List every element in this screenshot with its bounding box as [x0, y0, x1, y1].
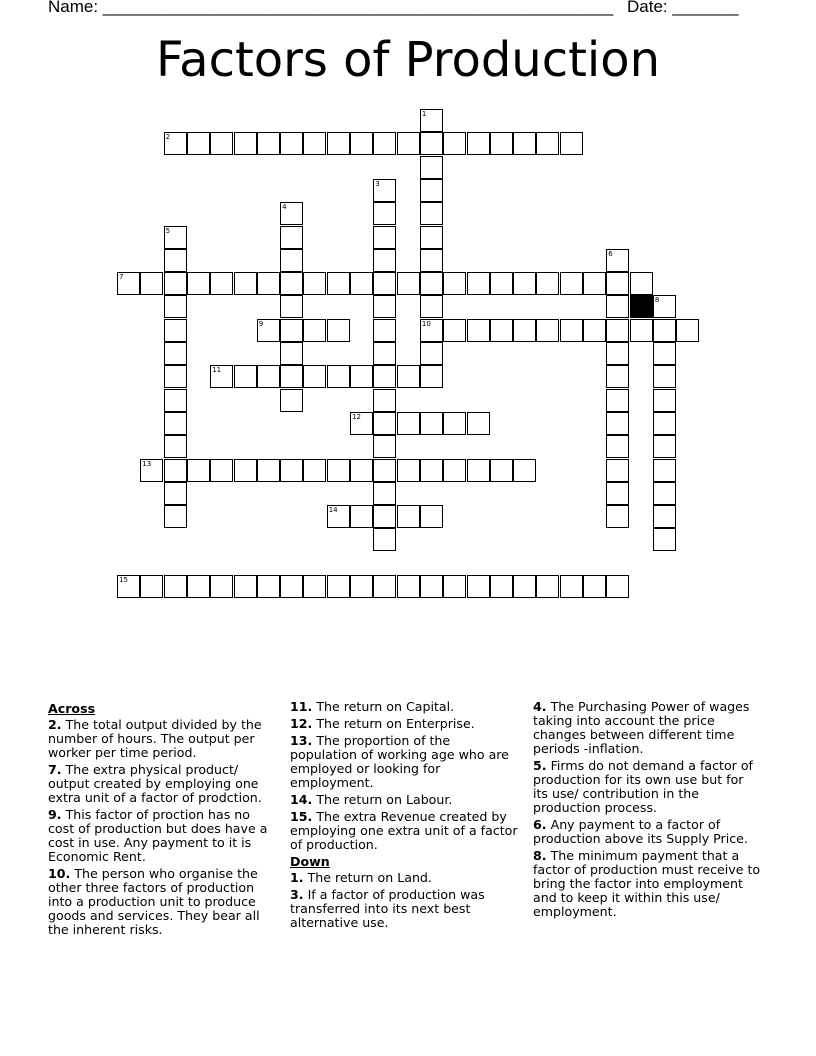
- grid-cell[interactable]: [210, 365, 233, 388]
- date-field-label: Date: _______: [627, 0, 739, 16]
- grid-cell[interactable]: [606, 319, 629, 342]
- grid-cell[interactable]: [630, 319, 653, 342]
- clue-text: The return on Enterprise.: [316, 716, 475, 731]
- grid-cell[interactable]: [373, 505, 396, 528]
- grid-cell[interactable]: [420, 295, 443, 318]
- clue-column-2: [290, 700, 518, 933]
- grid-cell[interactable]: [350, 365, 373, 388]
- clue-item: [290, 871, 518, 885]
- clue-item: [290, 888, 518, 930]
- clue-number-label: 2.: [48, 717, 62, 732]
- grid-cell[interactable]: [280, 365, 303, 388]
- grid-cell[interactable]: [420, 156, 443, 179]
- grid-cell[interactable]: [420, 342, 443, 365]
- grid-cell[interactable]: [280, 295, 303, 318]
- grid-cell[interactable]: [513, 459, 536, 482]
- clue-number-label: 3.: [290, 887, 304, 902]
- grid-cell[interactable]: [606, 575, 629, 598]
- grid-cell[interactable]: [397, 132, 420, 155]
- grid-cell[interactable]: [350, 272, 373, 295]
- grid-cell[interactable]: [606, 249, 629, 272]
- clue-number: 13: [142, 459, 152, 468]
- grid-cell[interactable]: [327, 272, 350, 295]
- grid-cell[interactable]: [420, 319, 443, 342]
- clue-number: 1: [421, 110, 427, 118]
- grid-cell[interactable]: [443, 272, 466, 295]
- grid-cell[interactable]: [117, 272, 140, 295]
- grid-cell[interactable]: [653, 482, 676, 505]
- grid-cell[interactable]: [490, 272, 513, 295]
- clue-number: 15: [119, 576, 128, 584]
- clue-number: 12: [352, 412, 361, 421]
- clue-column-3: [533, 700, 761, 922]
- clue-number-label: 5.: [533, 758, 547, 773]
- blocked-cell: [630, 295, 653, 318]
- across-heading: Across: [48, 701, 96, 716]
- grid-cell[interactable]: [140, 575, 163, 598]
- grid-cell[interactable]: [536, 132, 559, 155]
- grid-cell[interactable]: [420, 505, 443, 528]
- grid-cell[interactable]: [420, 412, 443, 435]
- grid-cell[interactable]: [653, 365, 676, 388]
- grid-cell[interactable]: [257, 319, 280, 342]
- clue-number: 4: [282, 203, 287, 212]
- grid-cell[interactable]: [164, 295, 187, 318]
- grid-cell[interactable]: [164, 249, 187, 272]
- grid-cell[interactable]: [327, 575, 350, 598]
- grid-cell[interactable]: [187, 575, 210, 598]
- clue-text: The minimum payment that a factor of production must receive to bring the factor into employment and to keep it within this use/ employment.: [533, 848, 761, 919]
- clue-number-label: 14.: [290, 792, 313, 807]
- clue-number: 2: [165, 133, 171, 142]
- grid-cell[interactable]: [397, 365, 420, 388]
- grid-cell[interactable]: [653, 528, 676, 551]
- grid-cell[interactable]: [257, 575, 280, 598]
- clue-text: If a factor of production was transferred into its next best alternative use.: [290, 887, 485, 930]
- grid-cell[interactable]: [327, 319, 350, 342]
- clue-item: [533, 818, 761, 846]
- grid-cell[interactable]: [606, 412, 629, 435]
- grid-cell[interactable]: [443, 575, 466, 598]
- grid-cell[interactable]: [140, 272, 163, 295]
- clue-number-label: 10.: [48, 866, 71, 881]
- grid-cell[interactable]: [373, 389, 396, 412]
- grid-cell[interactable]: [373, 295, 396, 318]
- grid-cell[interactable]: [490, 575, 513, 598]
- clue-text: The extra Revenue created by employing one extra unit of a factor of production.: [290, 809, 518, 852]
- grid-cell[interactable]: [513, 575, 536, 598]
- grid-cell[interactable]: [420, 272, 443, 295]
- clue-item: [48, 808, 276, 864]
- grid-cell[interactable]: [187, 272, 210, 295]
- clue-text: The return on Capital.: [316, 699, 455, 714]
- clue-number-label: 7.: [48, 762, 62, 777]
- grid-cell[interactable]: [443, 459, 466, 482]
- page-title: Factors of Production: [155, 32, 661, 88]
- grid-cell[interactable]: [420, 459, 443, 482]
- clue-number-label: 6.: [533, 817, 547, 832]
- grid-cell[interactable]: [140, 459, 163, 482]
- grid-cell[interactable]: [373, 202, 396, 225]
- grid-cell[interactable]: [606, 365, 629, 388]
- grid-cell[interactable]: [653, 435, 676, 458]
- grid-cell[interactable]: [373, 226, 396, 249]
- grid-cell[interactable]: [513, 132, 536, 155]
- grid-cell[interactable]: [164, 272, 187, 295]
- grid-cell[interactable]: [490, 319, 513, 342]
- clue-text: This factor of proction has no cost of production but does have a cost in use. Any payment to it is Economic Rent.: [48, 807, 268, 864]
- grid-cell[interactable]: [373, 482, 396, 505]
- grid-cell[interactable]: [653, 389, 676, 412]
- grid-cell[interactable]: [420, 249, 443, 272]
- grid-cell[interactable]: [420, 575, 443, 598]
- grid-cell[interactable]: [420, 202, 443, 225]
- clue-number-label: 8.: [533, 848, 547, 863]
- grid-cell[interactable]: [164, 389, 187, 412]
- clue-item: [290, 734, 518, 790]
- grid-cell[interactable]: [164, 319, 187, 342]
- clue-number-label: 13.: [290, 733, 313, 748]
- grid-cell[interactable]: [303, 459, 326, 482]
- grid-cell[interactable]: [606, 482, 629, 505]
- grid-cell[interactable]: [467, 272, 490, 295]
- grid-cell[interactable]: [210, 459, 233, 482]
- clue-text: The total output divided by the number of hours. The output per worker per time period.: [48, 717, 262, 760]
- grid-cell[interactable]: [303, 319, 326, 342]
- grid-cell[interactable]: [467, 319, 490, 342]
- clue-item: [290, 717, 518, 731]
- grid-cell[interactable]: [280, 319, 303, 342]
- clue-number: 11: [212, 366, 222, 375]
- grid-cell[interactable]: [280, 459, 303, 482]
- clue-number: 6: [608, 249, 613, 258]
- grid-cell[interactable]: [280, 342, 303, 365]
- grid-cell[interactable]: [210, 575, 233, 598]
- grid-cell[interactable]: [327, 459, 350, 482]
- clue-text: Any payment to a factor of production above its Supply Price.: [533, 817, 748, 846]
- clue-text: The return on Labour.: [316, 792, 453, 807]
- grid-cell[interactable]: [164, 575, 187, 598]
- grid-cell[interactable]: [420, 226, 443, 249]
- grid-cell[interactable]: [327, 365, 350, 388]
- name-field-label: Name: ______________________________________________________: [48, 0, 614, 16]
- clue-column-1: [48, 700, 276, 940]
- grid-cell[interactable]: [443, 132, 466, 155]
- grid-cell[interactable]: [513, 272, 536, 295]
- grid-cell[interactable]: [210, 132, 233, 155]
- grid-cell[interactable]: [280, 389, 303, 412]
- grid-cell[interactable]: [280, 575, 303, 598]
- clue-item: [533, 700, 761, 756]
- grid-cell[interactable]: [373, 342, 396, 365]
- clue-number-label: 1.: [290, 870, 304, 885]
- clue-number: 5: [165, 226, 171, 235]
- grid-cell[interactable]: [280, 132, 303, 155]
- grid-cell[interactable]: [257, 459, 280, 482]
- grid-cell[interactable]: [467, 575, 490, 598]
- grid-cell[interactable]: [164, 365, 187, 388]
- grid-cell[interactable]: [467, 412, 490, 435]
- grid-cell[interactable]: [420, 109, 443, 132]
- clue-number-label: 11.: [290, 699, 313, 714]
- grid-cell[interactable]: [350, 459, 373, 482]
- grid-cell[interactable]: [373, 459, 396, 482]
- grid-cell[interactable]: [560, 132, 583, 155]
- grid-cell[interactable]: [303, 272, 326, 295]
- grid-cell[interactable]: [164, 132, 187, 155]
- grid-cell[interactable]: [327, 505, 350, 528]
- clue-item: [533, 759, 761, 815]
- grid-cell[interactable]: [117, 575, 140, 598]
- grid-cell[interactable]: [164, 226, 187, 249]
- clue-number: 7: [119, 273, 124, 282]
- clue-text: The Purchasing Power of wages taking into account the price changes between different time periods -inflation.: [533, 699, 750, 756]
- grid-cell[interactable]: [373, 132, 396, 155]
- grid-cell[interactable]: [397, 459, 420, 482]
- grid-cell[interactable]: [234, 272, 257, 295]
- grid-cell[interactable]: [606, 272, 629, 295]
- grid-cell[interactable]: [373, 319, 396, 342]
- grid-cell[interactable]: [234, 575, 257, 598]
- grid-cell[interactable]: [560, 272, 583, 295]
- clue-number-label: 15.: [290, 809, 313, 824]
- grid-cell[interactable]: [653, 505, 676, 528]
- grid-cell[interactable]: [164, 412, 187, 435]
- grid-cell[interactable]: [560, 575, 583, 598]
- grid-cell[interactable]: [397, 412, 420, 435]
- grid-cell[interactable]: [234, 365, 257, 388]
- grid-cell[interactable]: [653, 459, 676, 482]
- clue-number: 3: [375, 179, 380, 188]
- grid-cell[interactable]: [490, 132, 513, 155]
- grid-cell[interactable]: [443, 412, 466, 435]
- grid-cell[interactable]: [373, 435, 396, 458]
- clue-item: [290, 793, 518, 807]
- clue-text: The person who organise the other three factors of production into a production unit to produce goods and services. They bear all the inherent risks.: [48, 866, 260, 937]
- grid-cell[interactable]: [606, 435, 629, 458]
- grid-cell[interactable]: [536, 272, 559, 295]
- grid-cell[interactable]: [257, 132, 280, 155]
- clue-number-label: 12.: [290, 716, 313, 731]
- grid-cell[interactable]: [653, 295, 676, 318]
- grid-cell[interactable]: [234, 459, 257, 482]
- grid-cell[interactable]: [676, 319, 699, 342]
- grid-cell[interactable]: [303, 365, 326, 388]
- clue-text: The extra physical product/ output created by employing one extra unit of a factor of prodction.: [48, 762, 262, 805]
- clue-number-label: 4.: [533, 699, 547, 714]
- grid-cell[interactable]: [373, 365, 396, 388]
- grid-cell[interactable]: [257, 365, 280, 388]
- grid-cell[interactable]: [536, 575, 559, 598]
- grid-cell[interactable]: [164, 505, 187, 528]
- grid-cell[interactable]: [490, 459, 513, 482]
- grid-cell[interactable]: [560, 319, 583, 342]
- grid-cell[interactable]: [583, 272, 606, 295]
- clue-item: [48, 867, 276, 937]
- grid-cell[interactable]: [257, 272, 280, 295]
- grid-cell[interactable]: [420, 365, 443, 388]
- grid-cell[interactable]: [373, 179, 396, 202]
- grid-cell[interactable]: [653, 342, 676, 365]
- grid-cell[interactable]: [373, 528, 396, 551]
- grid-cell[interactable]: [350, 505, 373, 528]
- grid-cell[interactable]: [583, 575, 606, 598]
- clue-number: 8: [654, 296, 660, 305]
- grid-cell[interactable]: [653, 319, 676, 342]
- grid-cell[interactable]: [303, 132, 326, 155]
- grid-cell[interactable]: [280, 272, 303, 295]
- clue-text: The proportion of the population of working age who are employed or looking for employment.: [290, 733, 509, 790]
- grid-cell[interactable]: [583, 319, 606, 342]
- grid-cell[interactable]: [606, 342, 629, 365]
- grid-cell[interactable]: [513, 319, 536, 342]
- clue-item: [290, 700, 518, 714]
- clue-number: 9: [258, 319, 264, 328]
- grid-cell[interactable]: [280, 202, 303, 225]
- grid-cell[interactable]: [443, 319, 466, 342]
- grid-cell[interactable]: [606, 505, 629, 528]
- grid-cell[interactable]: [420, 179, 443, 202]
- grid-cell[interactable]: [187, 132, 210, 155]
- clue-text: The return on Land.: [307, 870, 432, 885]
- down-heading: Down: [290, 854, 330, 869]
- grid-cell[interactable]: [373, 249, 396, 272]
- grid-cell[interactable]: [280, 226, 303, 249]
- grid-cell[interactable]: [210, 272, 233, 295]
- clue-item: [533, 849, 761, 919]
- grid-cell[interactable]: [536, 319, 559, 342]
- clue-number-label: 9.: [48, 807, 62, 822]
- grid-cell[interactable]: [327, 132, 350, 155]
- grid-cell[interactable]: [187, 459, 210, 482]
- clue-number: 14: [328, 506, 338, 515]
- grid-cell[interactable]: [164, 342, 187, 365]
- clue-item: [48, 718, 276, 760]
- grid-cell[interactable]: [467, 459, 490, 482]
- grid-cell[interactable]: [350, 575, 373, 598]
- grid-cell[interactable]: [397, 272, 420, 295]
- clue-number: 10: [421, 319, 431, 328]
- grid-cell[interactable]: [280, 249, 303, 272]
- grid-cell[interactable]: [234, 132, 257, 155]
- grid-cell[interactable]: [467, 132, 490, 155]
- grid-cell[interactable]: [350, 412, 373, 435]
- grid-cell[interactable]: [630, 272, 653, 295]
- grid-cell[interactable]: [350, 132, 373, 155]
- grid-cell[interactable]: [164, 459, 187, 482]
- grid-cell[interactable]: [397, 575, 420, 598]
- clue-text: Firms do not demand a factor of production for its own use but for its use/ contribution in the production process.: [533, 758, 753, 815]
- grid-cell[interactable]: [164, 482, 187, 505]
- grid-cell[interactable]: [606, 295, 629, 318]
- grid-cell[interactable]: [397, 505, 420, 528]
- grid-cell[interactable]: [373, 575, 396, 598]
- clue-item: [48, 763, 276, 805]
- grid-cell[interactable]: [420, 132, 443, 155]
- grid-cell[interactable]: [373, 272, 396, 295]
- grid-cell[interactable]: [303, 575, 326, 598]
- clue-item: [290, 810, 518, 852]
- grid-cell[interactable]: [653, 412, 676, 435]
- grid-cell[interactable]: [373, 412, 396, 435]
- grid-cell[interactable]: [606, 459, 629, 482]
- grid-cell[interactable]: [164, 435, 187, 458]
- grid-cell[interactable]: [606, 389, 629, 412]
